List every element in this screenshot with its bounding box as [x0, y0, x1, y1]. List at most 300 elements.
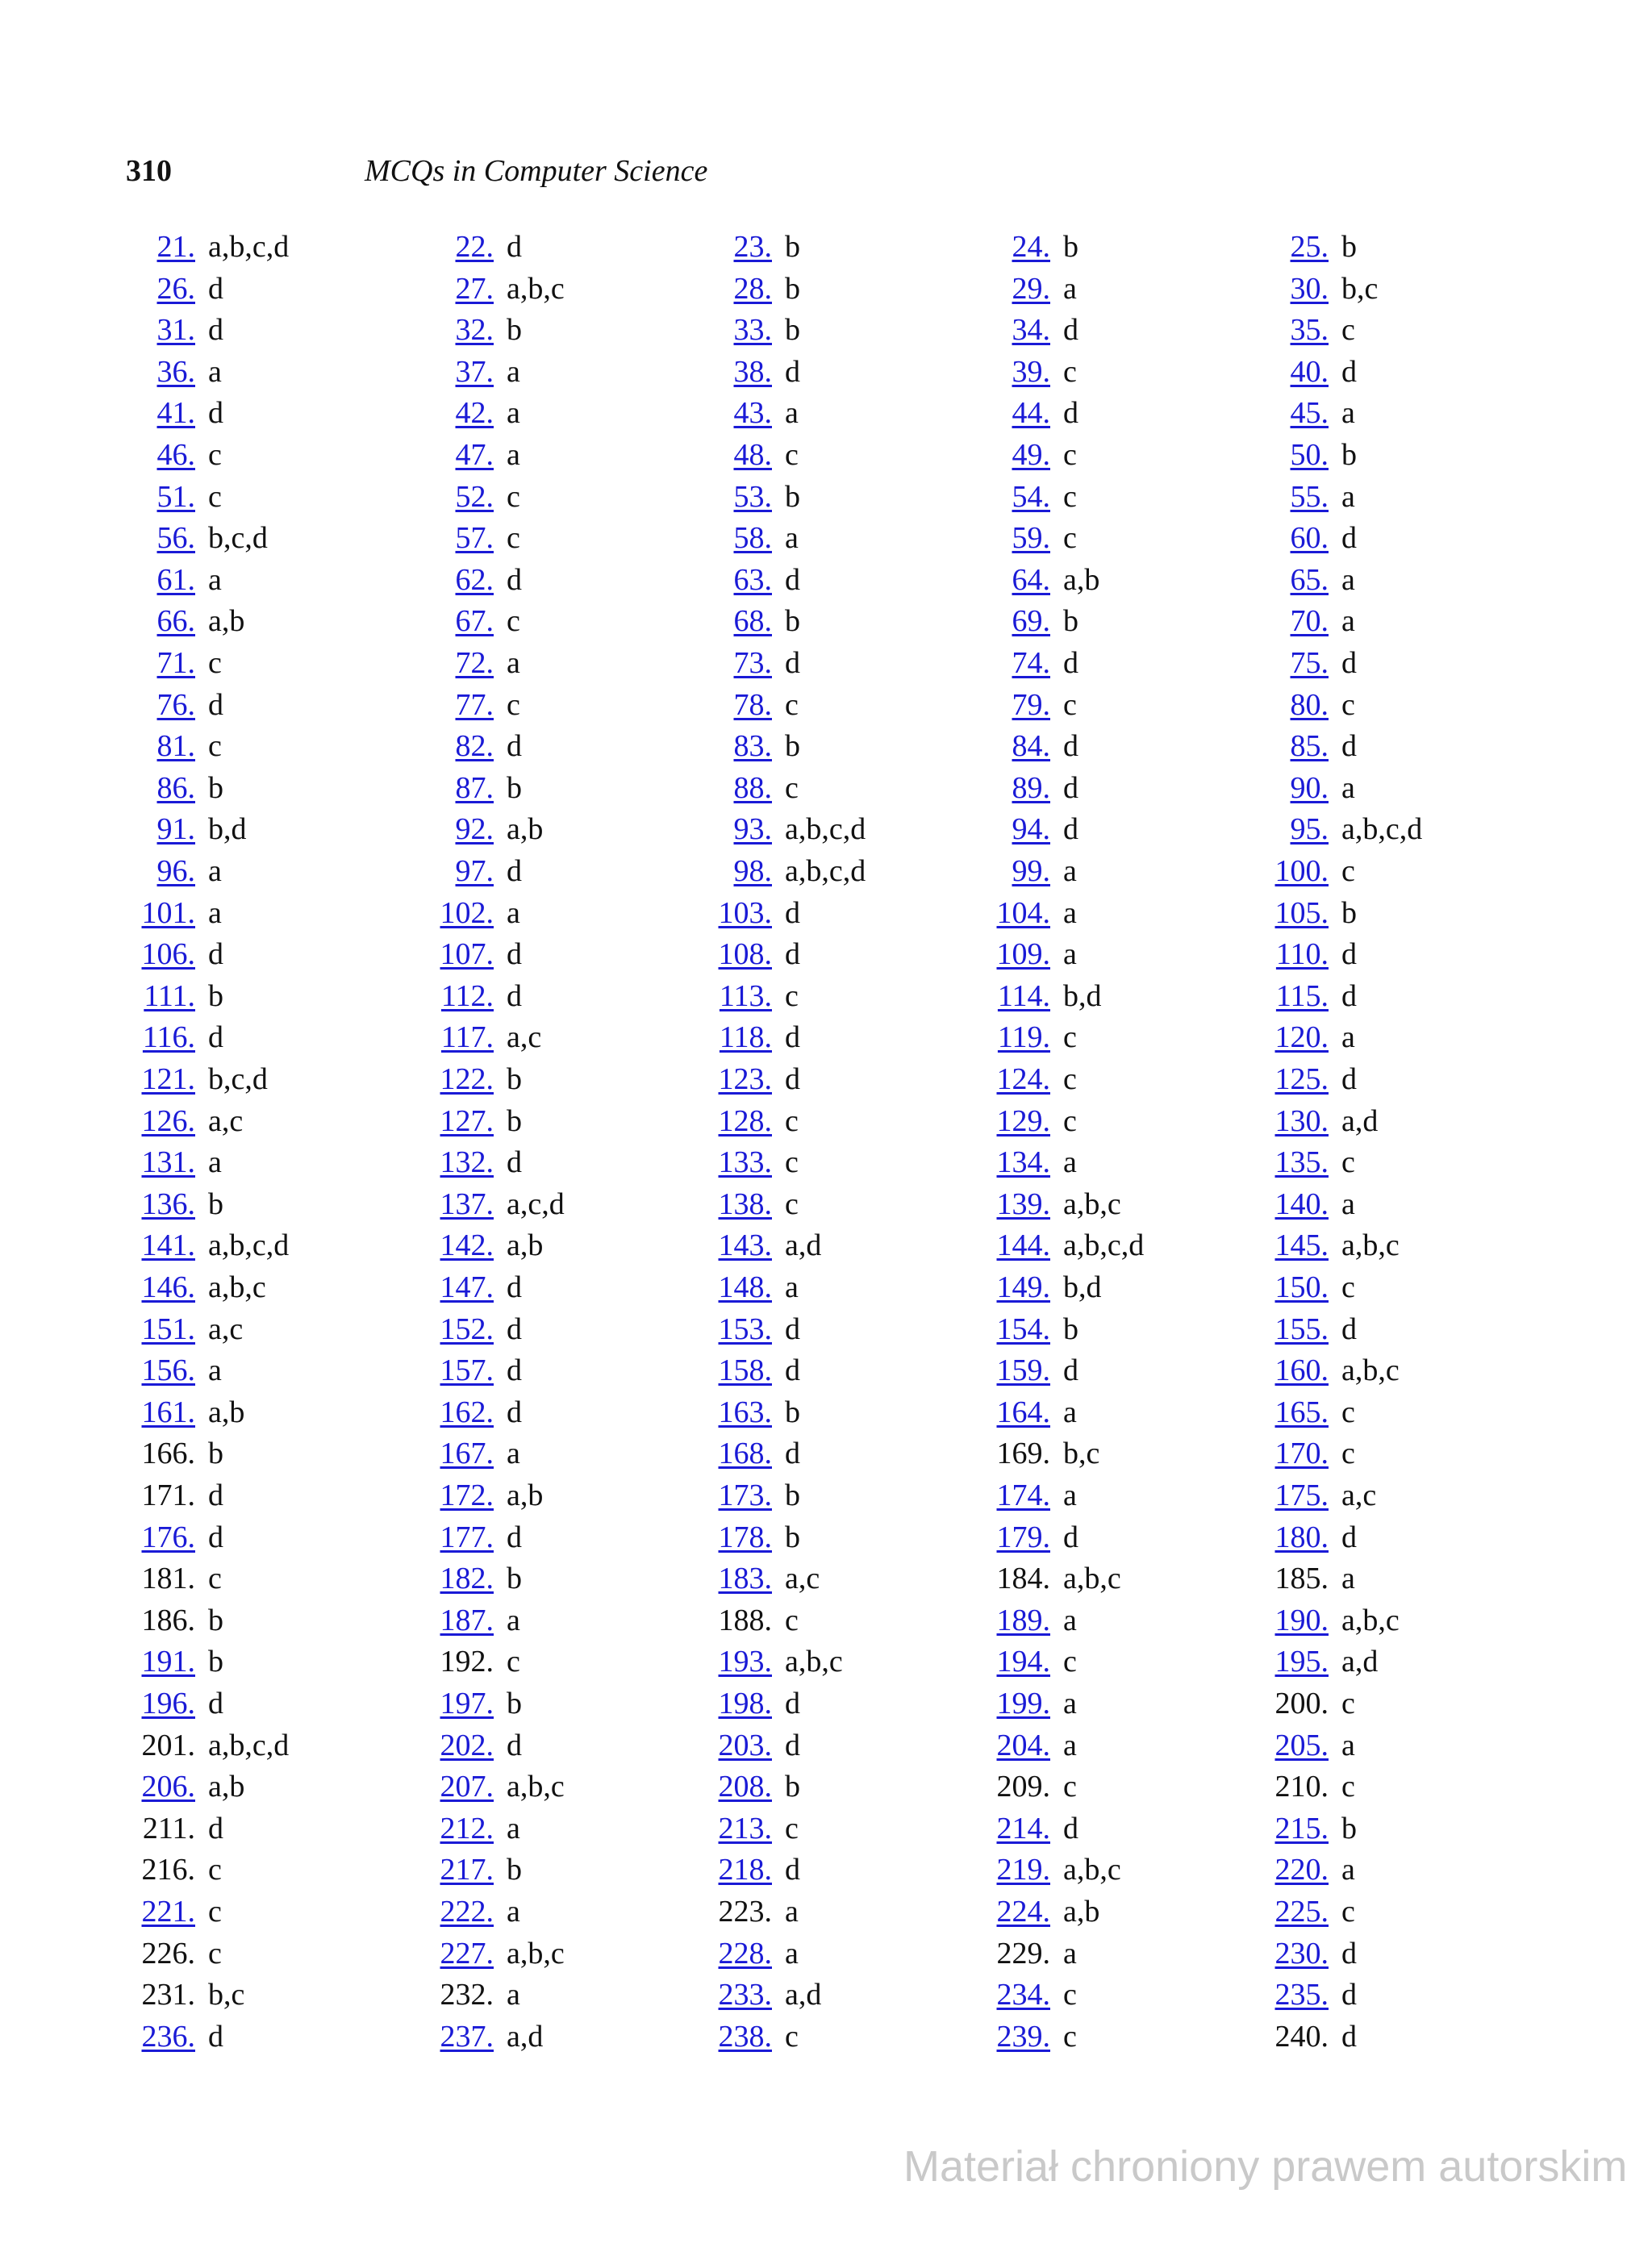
answer-entry — [121, 1226, 289, 1265]
answer-entry — [976, 1185, 1121, 1224]
question-link[interactable]: 206. — [141, 1770, 195, 1804]
question-link[interactable]: 69. — [1012, 604, 1050, 639]
question-link[interactable]: 32. — [455, 313, 494, 348]
answer-value: d — [785, 1353, 800, 1388]
answer-value: a — [507, 354, 520, 389]
answer-entry — [1254, 1060, 1357, 1099]
answer-value: c — [785, 1145, 799, 1180]
question-link[interactable]: 106. — [141, 937, 195, 972]
answer-value: d — [208, 2019, 223, 2054]
question-link[interactable]: 78. — [733, 687, 772, 722]
answer-entry — [1254, 394, 1355, 432]
question-link[interactable]: 44. — [1012, 396, 1050, 431]
question-link[interactable]: 68. — [733, 604, 772, 639]
answer-entry — [1254, 1559, 1355, 1598]
question-link[interactable]: 213. — [718, 1811, 772, 1845]
answer-value: a,b,c — [1341, 1603, 1400, 1637]
question-link[interactable]: 100. — [1274, 854, 1329, 888]
question-link[interactable]: 122. — [440, 1062, 494, 1096]
question-link[interactable]: 21. — [156, 230, 195, 264]
question-link[interactable]: 129. — [996, 1103, 1050, 1138]
answer-value: b — [507, 770, 522, 805]
question-link[interactable]: 115. — [1275, 978, 1329, 1013]
answer-value: b — [785, 1478, 800, 1512]
answer-entry — [698, 436, 799, 474]
answer-entry — [121, 1726, 289, 1765]
question-number: 209. — [996, 1770, 1050, 1804]
question-link[interactable]: 137. — [440, 1186, 494, 1221]
question-link[interactable]: 199. — [996, 1687, 1050, 1720]
question-link[interactable]: 39. — [1012, 354, 1050, 389]
question-link[interactable]: 143. — [718, 1228, 772, 1263]
answer-entry — [121, 1809, 223, 1848]
answer-entry — [976, 1892, 1099, 1931]
question-link[interactable]: 51. — [156, 479, 195, 514]
answer-row — [121, 1684, 1533, 1723]
question-link[interactable]: 148. — [718, 1270, 772, 1304]
answer-value: c — [1063, 1020, 1077, 1055]
answer-entry — [698, 894, 800, 932]
answer-entry — [121, 1934, 222, 1973]
answer-value: a,b,c,d — [208, 1728, 290, 1762]
answer-value: a — [507, 1978, 520, 2012]
question-link[interactable]: 154. — [996, 1312, 1050, 1346]
question-link[interactable]: 228. — [718, 1936, 772, 1971]
answer-value: d — [507, 1395, 522, 1429]
question-link[interactable]: 66. — [156, 604, 195, 639]
answer-entry — [698, 1975, 821, 2014]
answer-row — [121, 311, 1533, 349]
question-link[interactable]: 22. — [455, 230, 494, 264]
question-link[interactable]: 145. — [1274, 1228, 1329, 1263]
question-link[interactable]: 80. — [1290, 687, 1329, 722]
question-link[interactable]: 54. — [1012, 479, 1050, 514]
answer-value: d — [785, 1020, 800, 1055]
question-link[interactable]: 167. — [440, 1437, 494, 1471]
question-link[interactable]: 141. — [141, 1228, 195, 1263]
answer-row — [121, 1726, 1533, 1765]
question-link[interactable]: 82. — [455, 729, 494, 764]
question-link[interactable]: 48. — [733, 438, 772, 472]
question-link[interactable]: 239. — [996, 2019, 1050, 2054]
answer-value: d — [1341, 646, 1357, 680]
question-link[interactable]: 180. — [1274, 1520, 1329, 1554]
question-link[interactable]: 95. — [1290, 812, 1329, 847]
question-link[interactable]: 176. — [141, 1520, 195, 1554]
question-link[interactable]: 147. — [440, 1270, 494, 1304]
question-link[interactable]: 136. — [141, 1186, 195, 1221]
question-link[interactable]: 103. — [718, 895, 772, 930]
question-link[interactable]: 133. — [718, 1145, 772, 1180]
answer-value: c — [1341, 313, 1355, 348]
question-link[interactable]: 161. — [141, 1395, 195, 1429]
question-link[interactable]: 23. — [733, 230, 772, 264]
answer-entry — [976, 1018, 1077, 1057]
question-link[interactable]: 64. — [1012, 562, 1050, 597]
answer-entry — [698, 1601, 799, 1640]
question-link[interactable]: 162. — [440, 1395, 494, 1429]
answer-entry — [121, 269, 223, 308]
answer-value: d — [1063, 1520, 1078, 1554]
answer-value: a — [208, 895, 222, 930]
answer-entry — [1254, 935, 1357, 974]
question-link[interactable]: 187. — [440, 1603, 494, 1637]
question-link[interactable]: 170. — [1274, 1437, 1329, 1471]
question-link[interactable]: 163. — [718, 1395, 772, 1429]
answer-entry — [121, 1767, 244, 1806]
question-link[interactable]: 135. — [1274, 1145, 1329, 1180]
answer-entry — [1254, 1143, 1355, 1182]
answer-value: a — [1341, 479, 1355, 514]
question-link[interactable]: 146. — [141, 1270, 195, 1304]
question-link[interactable]: 152. — [440, 1312, 494, 1346]
answer-row — [121, 478, 1533, 516]
question-link[interactable]: 182. — [440, 1562, 494, 1596]
question-link[interactable]: 112. — [440, 978, 494, 1013]
answer-entry — [698, 352, 800, 391]
question-link[interactable]: 124. — [996, 1062, 1050, 1096]
answer-value: c — [507, 687, 520, 722]
question-link[interactable]: 177. — [440, 1520, 494, 1554]
question-link[interactable]: 212. — [440, 1811, 494, 1845]
question-link[interactable]: 50. — [1290, 438, 1329, 472]
answer-value: a — [208, 354, 222, 389]
question-link[interactable]: 36. — [156, 354, 195, 389]
question-link[interactable]: 77. — [455, 687, 494, 722]
answer-entry — [976, 1268, 1102, 1307]
question-link[interactable]: 121. — [141, 1062, 195, 1096]
answer-value: a — [1341, 1853, 1355, 1887]
question-link[interactable]: 53. — [733, 479, 772, 514]
question-link[interactable]: 49. — [1012, 438, 1050, 472]
answer-value: a,c — [1341, 1478, 1377, 1512]
question-number: 226. — [141, 1936, 195, 1971]
question-number: 229. — [996, 1936, 1050, 1971]
question-link[interactable]: 29. — [1012, 271, 1050, 306]
answer-entry — [698, 977, 799, 1015]
question-link[interactable]: 173. — [718, 1478, 772, 1512]
answer-entry — [121, 394, 223, 432]
question-link[interactable]: 175. — [1274, 1478, 1329, 1512]
question-link[interactable]: 204. — [996, 1728, 1050, 1762]
question-link[interactable]: 179. — [996, 1520, 1050, 1554]
question-link[interactable]: 101. — [141, 895, 195, 930]
question-link[interactable]: 70. — [1290, 604, 1329, 639]
question-link[interactable]: 30. — [1290, 271, 1329, 306]
answer-value: b — [208, 1603, 223, 1637]
question-link[interactable]: 28. — [733, 271, 772, 306]
question-number: 210. — [1274, 1770, 1329, 1804]
question-link[interactable]: 75. — [1290, 646, 1329, 680]
question-link[interactable]: 93. — [733, 812, 772, 847]
question-link[interactable]: 198. — [718, 1687, 772, 1720]
question-link[interactable]: 63. — [733, 562, 772, 597]
question-link[interactable]: 142. — [440, 1228, 494, 1263]
answer-entry — [1254, 1018, 1355, 1057]
question-link[interactable]: 197. — [440, 1687, 494, 1720]
question-link[interactable]: 119. — [997, 1020, 1050, 1055]
question-link[interactable]: 237. — [440, 2019, 494, 2054]
answer-value: c — [208, 479, 222, 514]
question-link[interactable]: 57. — [455, 521, 494, 556]
answer-entry — [1254, 810, 1422, 849]
question-link[interactable]: 125. — [1274, 1062, 1329, 1096]
answer-entry — [698, 1018, 800, 1057]
question-link[interactable]: 234. — [996, 1978, 1050, 2012]
answer-entry — [419, 1726, 522, 1765]
question-link[interactable]: 114. — [997, 978, 1050, 1013]
question-link[interactable]: 233. — [718, 1978, 772, 2012]
answer-entry — [976, 602, 1078, 640]
question-link[interactable]: 164. — [996, 1395, 1050, 1429]
question-link[interactable]: 149. — [996, 1270, 1050, 1304]
question-link[interactable]: 84. — [1012, 729, 1050, 764]
question-link[interactable]: 116. — [142, 1020, 195, 1055]
answer-row — [121, 1601, 1533, 1640]
answer-value: d — [507, 562, 522, 597]
answer-value: a,b — [507, 1478, 544, 1512]
question-link[interactable]: 107. — [440, 937, 494, 972]
question-link[interactable]: 24. — [1012, 230, 1050, 264]
question-link[interactable]: 90. — [1290, 770, 1329, 805]
question-link[interactable]: 31. — [156, 313, 195, 348]
answer-entry — [121, 852, 222, 890]
question-link[interactable]: 34. — [1012, 313, 1050, 348]
question-link[interactable]: 102. — [440, 895, 494, 930]
question-link[interactable]: 98. — [733, 854, 772, 888]
answer-entry — [698, 1559, 820, 1598]
question-link[interactable]: 139. — [996, 1186, 1050, 1221]
question-link[interactable]: 134. — [996, 1145, 1050, 1180]
question-link[interactable]: 165. — [1274, 1395, 1329, 1429]
answer-entry — [698, 1767, 800, 1806]
question-link[interactable]: 79. — [1012, 687, 1050, 722]
question-link[interactable]: 208. — [718, 1770, 772, 1804]
question-link[interactable]: 109. — [996, 937, 1050, 972]
question-link[interactable]: 159. — [996, 1353, 1050, 1388]
question-link[interactable]: 183. — [718, 1562, 772, 1596]
question-link[interactable]: 150. — [1274, 1270, 1329, 1304]
question-link[interactable]: 72. — [455, 646, 494, 680]
question-link[interactable]: 111. — [144, 978, 195, 1013]
question-link[interactable]: 238. — [718, 2019, 772, 2054]
question-link[interactable]: 144. — [996, 1228, 1050, 1263]
question-link[interactable]: 61. — [156, 562, 195, 597]
question-link[interactable]: 203. — [718, 1728, 772, 1762]
answer-entry — [121, 1975, 244, 2014]
question-link[interactable]: 26. — [156, 271, 195, 306]
answer-value: d — [785, 1687, 800, 1720]
question-link[interactable]: 99. — [1012, 854, 1050, 888]
question-link[interactable]: 214. — [996, 1811, 1050, 1845]
question-link[interactable]: 94. — [1012, 812, 1050, 847]
question-link[interactable]: 230. — [1274, 1936, 1329, 1971]
question-link[interactable]: 128. — [718, 1103, 772, 1138]
question-link[interactable]: 151. — [141, 1312, 195, 1346]
question-link[interactable]: 76. — [156, 687, 195, 722]
answer-entry — [419, 1934, 565, 1973]
answer-entry — [698, 1268, 799, 1307]
question-link[interactable]: 33. — [733, 313, 772, 348]
question-link[interactable]: 138. — [718, 1186, 772, 1221]
answer-entry — [976, 1226, 1144, 1265]
question-link[interactable]: 37. — [455, 354, 494, 389]
question-link[interactable]: 155. — [1274, 1312, 1329, 1346]
question-number: 186. — [141, 1603, 195, 1637]
question-link[interactable]: 58. — [733, 521, 772, 556]
question-link[interactable]: 196. — [141, 1687, 195, 1720]
answer-entry — [419, 2017, 543, 2056]
answer-value: b — [208, 1437, 223, 1471]
question-link[interactable]: 89. — [1012, 770, 1050, 805]
question-link[interactable]: 65. — [1290, 562, 1329, 597]
answer-entry — [976, 852, 1077, 890]
answer-entry — [976, 1934, 1077, 1973]
question-link[interactable]: 130. — [1274, 1103, 1329, 1138]
answer-row — [121, 1642, 1533, 1681]
question-link[interactable]: 158. — [718, 1353, 772, 1388]
question-link[interactable]: 42. — [455, 396, 494, 431]
question-link[interactable]: 46. — [156, 438, 195, 472]
question-link[interactable]: 120. — [1274, 1020, 1329, 1055]
question-link[interactable]: 110. — [1275, 937, 1329, 972]
question-link[interactable]: 85. — [1290, 729, 1329, 764]
question-link[interactable]: 123. — [718, 1062, 772, 1096]
question-link[interactable]: 87. — [455, 770, 494, 805]
question-link[interactable]: 127. — [440, 1103, 494, 1138]
question-link[interactable]: 225. — [1274, 1895, 1329, 1929]
question-link[interactable]: 215. — [1274, 1811, 1329, 1845]
question-link[interactable]: 52. — [455, 479, 494, 514]
question-link[interactable]: 104. — [996, 895, 1050, 930]
question-link[interactable]: 73. — [733, 646, 772, 680]
answer-row — [121, 1975, 1533, 2014]
answer-entry — [1254, 1892, 1355, 1931]
question-link[interactable]: 160. — [1274, 1353, 1329, 1388]
question-link[interactable]: 190. — [1274, 1603, 1329, 1637]
question-number: 231. — [141, 1978, 195, 2012]
question-link[interactable]: 91. — [156, 812, 195, 847]
question-link[interactable]: 207. — [440, 1770, 494, 1804]
question-link[interactable]: 174. — [996, 1478, 1050, 1512]
question-link[interactable]: 45. — [1290, 396, 1329, 431]
question-link[interactable]: 81. — [156, 729, 195, 764]
answer-entry — [698, 1518, 800, 1557]
question-link[interactable]: 189. — [996, 1603, 1050, 1637]
question-link[interactable]: 157. — [440, 1353, 494, 1388]
question-link[interactable]: 38. — [733, 354, 772, 389]
question-link[interactable]: 194. — [996, 1645, 1050, 1679]
question-link[interactable]: 88. — [733, 770, 772, 805]
answer-row — [121, 1850, 1533, 1889]
question-link[interactable]: 105. — [1274, 895, 1329, 930]
question-link[interactable]: 96. — [156, 854, 195, 888]
question-link[interactable]: 25. — [1290, 230, 1329, 264]
answer-entry — [419, 1684, 522, 1723]
answer-value: c — [1063, 1978, 1077, 2012]
question-link[interactable]: 132. — [440, 1145, 494, 1180]
question-link[interactable]: 235. — [1274, 1978, 1329, 2012]
question-link[interactable]: 195. — [1274, 1645, 1329, 1679]
question-link[interactable]: 236. — [141, 2019, 195, 2054]
answer-value: a — [785, 1270, 799, 1304]
question-link[interactable]: 219. — [996, 1853, 1050, 1887]
question-link[interactable]: 202. — [440, 1728, 494, 1762]
answer-value: b — [785, 604, 800, 639]
question-link[interactable]: 193. — [718, 1645, 772, 1679]
question-link[interactable]: 62. — [455, 562, 494, 597]
answer-value: c — [1063, 521, 1077, 556]
question-link[interactable]: 86. — [156, 770, 195, 805]
question-link[interactable]: 168. — [718, 1437, 772, 1471]
question-link[interactable]: 55. — [1290, 479, 1329, 514]
question-link[interactable]: 172. — [440, 1478, 494, 1512]
question-link[interactable]: 224. — [996, 1895, 1050, 1929]
question-link[interactable]: 220. — [1274, 1853, 1329, 1887]
question-link[interactable]: 118. — [719, 1020, 772, 1055]
question-link[interactable]: 113. — [719, 978, 772, 1013]
question-link[interactable]: 140. — [1274, 1186, 1329, 1221]
answer-value: a — [1063, 1936, 1077, 1971]
question-link[interactable]: 27. — [455, 271, 494, 306]
answer-entry — [976, 1434, 1099, 1473]
question-link[interactable]: 191. — [141, 1645, 195, 1679]
question-link[interactable]: 67. — [455, 604, 494, 639]
question-link[interactable]: 131. — [141, 1145, 195, 1180]
question-link[interactable]: 74. — [1012, 646, 1050, 680]
answer-entry — [121, 1060, 268, 1099]
answer-entry — [419, 352, 520, 391]
question-link[interactable]: 43. — [733, 396, 772, 431]
question-link[interactable]: 40. — [1290, 354, 1329, 389]
answer-row — [121, 1559, 1533, 1598]
question-link[interactable]: 92. — [455, 812, 494, 847]
question-link[interactable]: 60. — [1290, 521, 1329, 556]
question-link[interactable]: 156. — [141, 1353, 195, 1388]
question-link[interactable]: 71. — [156, 646, 195, 680]
answer-entry — [698, 394, 799, 432]
question-link[interactable]: 47. — [455, 438, 494, 472]
answer-value: a — [507, 646, 520, 680]
answer-entry — [976, 1642, 1077, 1681]
question-link[interactable]: 217. — [440, 1853, 494, 1887]
question-link[interactable]: 59. — [1012, 521, 1050, 556]
question-link[interactable]: 218. — [718, 1853, 772, 1887]
question-link[interactable]: 126. — [141, 1103, 195, 1138]
question-link[interactable]: 83. — [733, 729, 772, 764]
question-link[interactable]: 97. — [455, 854, 494, 888]
answer-entry — [698, 1185, 799, 1224]
question-link[interactable]: 153. — [718, 1312, 772, 1346]
question-link[interactable]: 41. — [156, 396, 195, 431]
answer-value: a,b — [1063, 1895, 1100, 1929]
question-link[interactable]: 108. — [718, 937, 772, 972]
question-link[interactable]: 35. — [1290, 313, 1329, 348]
answer-value: c — [1341, 1270, 1355, 1304]
answer-value: d — [1341, 354, 1357, 389]
question-link[interactable]: 205. — [1274, 1728, 1329, 1762]
answer-value: b — [785, 271, 800, 306]
question-link[interactable]: 227. — [440, 1936, 494, 1971]
question-link[interactable]: 117. — [440, 1020, 494, 1055]
answer-row — [121, 1060, 1533, 1099]
answer-value: c — [785, 770, 799, 805]
question-link[interactable]: 56. — [156, 521, 195, 556]
question-link[interactable]: 221. — [141, 1895, 195, 1929]
question-link[interactable]: 178. — [718, 1520, 772, 1554]
question-link[interactable]: 222. — [440, 1895, 494, 1929]
answer-entry — [698, 769, 799, 807]
